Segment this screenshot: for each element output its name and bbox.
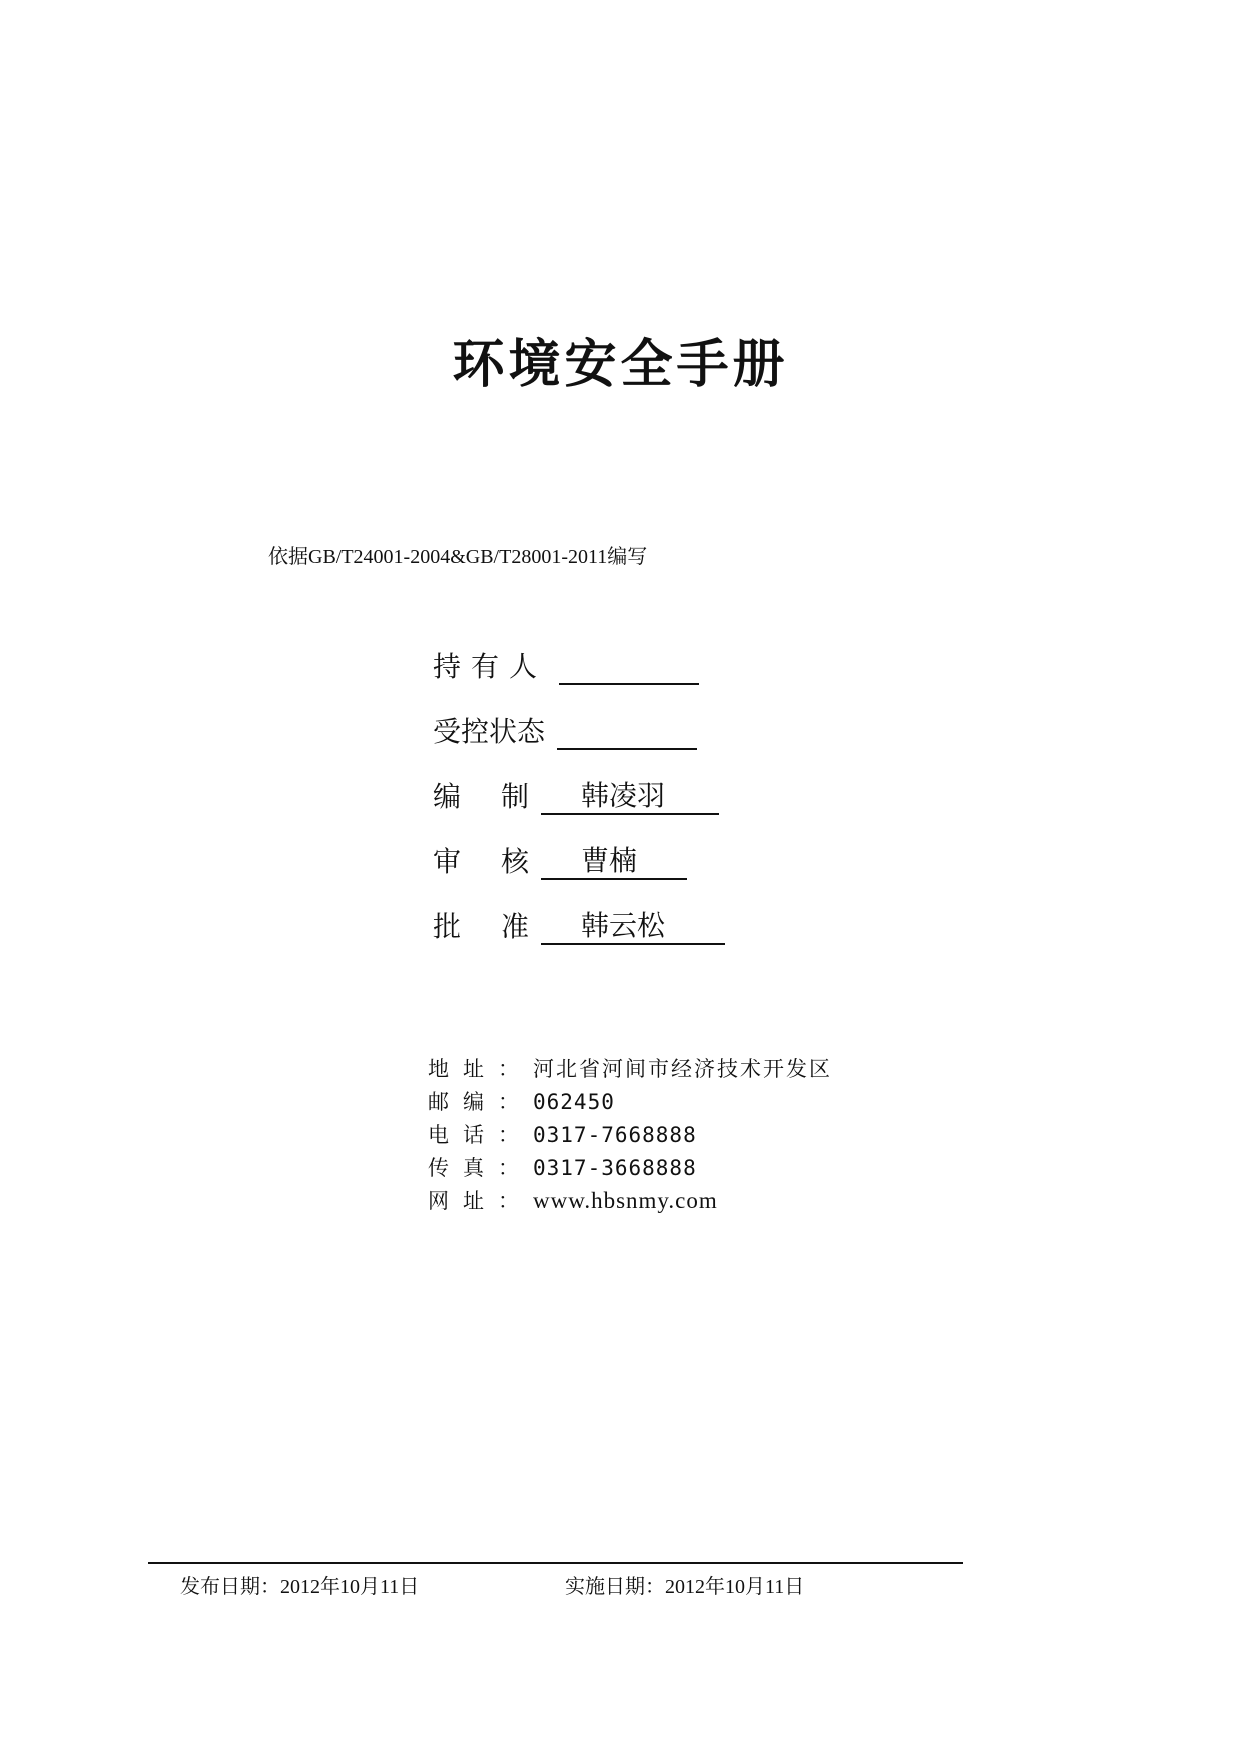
address-value: 河北省河间市经济技术开发区 [533,1057,832,1081]
compiler-label: 编制 [433,780,570,813]
fax-label: 传真： [428,1156,533,1180]
website-label: 网址： [428,1189,533,1213]
website-line [428,1185,718,1215]
reviewer-label: 审核 [433,845,570,878]
postcode-label: 邮编： [428,1090,533,1114]
fax-line [428,1152,697,1182]
holder-label: 持有人 [433,650,548,683]
document-title: 环境安全手册 [452,335,789,395]
address-label: 地址： [428,1057,533,1081]
postcode-value: 062450 [533,1090,615,1114]
postcode-line [428,1086,615,1116]
publish-date: 发布日期：2012年10月11日 [180,1576,420,1598]
control-status-row [433,710,697,750]
holder-row [433,645,699,685]
phone-line [428,1119,697,1149]
website-value[interactable]: www.hbsnmy.com [533,1188,718,1213]
holder-value[interactable] [559,649,699,685]
control-status-value[interactable] [557,714,697,750]
implement-date: 实施日期：2012年10月11日 [565,1576,805,1598]
compiler-value: 韩凌羽 [541,779,719,815]
phone-label: 电话： [428,1123,533,1147]
approver-value: 韩云松 [541,909,725,945]
approver-row [433,905,725,945]
fax-value: 0317-3668888 [533,1156,697,1180]
approver-label: 批准 [433,910,570,943]
control-status-label: 受控状态 [433,715,546,748]
reviewer-value: 曹楠 [541,844,687,880]
address-line [428,1053,832,1083]
reviewer-row [433,840,687,880]
compiler-row [433,775,719,815]
standard-basis: 依据GB/T24001-2004&GB/T28001-2011编写 [268,546,648,568]
footer-divider [148,1562,963,1564]
phone-value: 0317-7668888 [533,1123,697,1147]
